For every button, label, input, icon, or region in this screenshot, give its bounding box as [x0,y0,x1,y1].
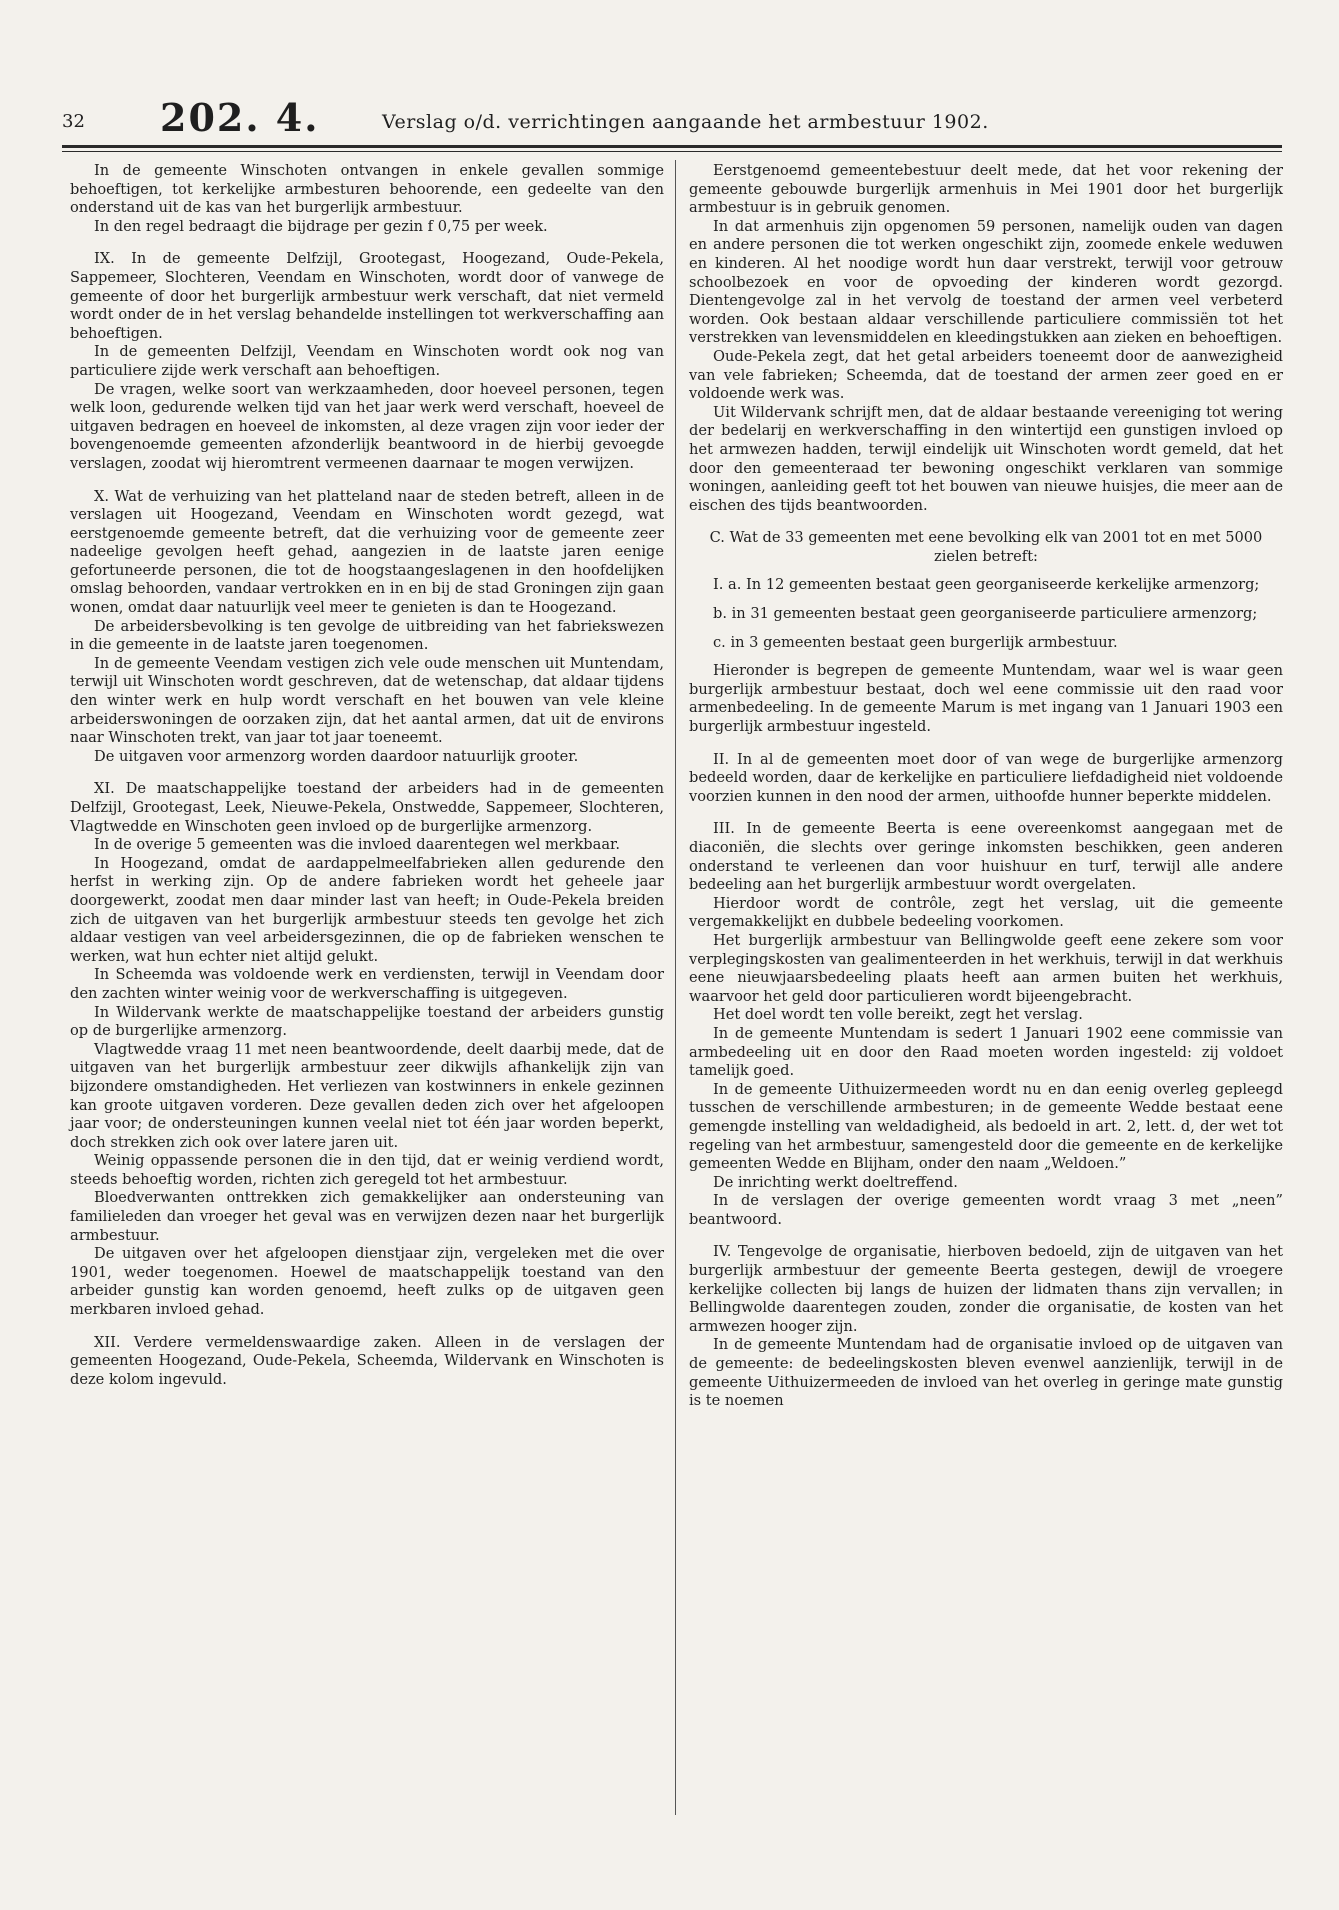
paragraph: In de gemeente Veendam vestigen zich vele oude menschen uit Muntendam, terwijl uit Winschoten wordt geschreven, dat de wetenschap, dat aldaar tijdens den winter werk en hulp wordt verschaft en het bouwen van vele kleine arbeiderswoningen de oorzaken zijn, dat het aantal armen, dat uit de environs naar Winschoten trekt, van jaar tot jaar toeneemt. [70,654,664,747]
paragraph: De uitgaven over het afgeloopen dienstjaar zijn, vergeleken met die over 1901, weder toegenomen. Hoewel de maatschappelijk toestand van den arbeider gunstig kan worden genoemd, heeft zulks op de uitgaven geen merkbaren invloed gehad. [70,1245,664,1319]
paragraph: In de verslagen der overige gemeenten wordt vraag 3 met „neen” beantwoord. [689,1192,1283,1228]
paragraph: Vlagtwedde vraag 11 met neen beantwoordende, deelt daarbij mede, dat de uitgaven van het burgerlijk armbestuur zeer dikwijls afhankelijk zijn van bijzondere omstandigheden. Het verliezen van kostwinners in enkele gezinnen kan groote uitgaven vorderen. Deze gevallen deden zich over het afgeloopen jaar voor; de ondersteuningen kunnen veelal niet tot één jaar worden beperkt, doch strekken zich ook over latere jaren uit. [70,1040,664,1151]
paragraph: Het doel wordt ten volle bereikt, zegt het verslag. [713,1006,1083,1024]
paragraph: In Wildervank werkte de maatschappelijke toestand der arbeiders gunstig op de burgerlijke armenzorg. [70,1003,664,1040]
paragraph: Eerstgenoemd gemeentebestuur deelt mede, dat het voor rekening der gemeente gebouwde burgerlijk armenhuis in Mei 1901 door het burgerlijk armbestuur is in gebruik genomen. [689,162,1283,217]
left-column [70,162,664,1389]
section-ix: IX. In de gemeente Delfzijl, Grootegast, Hoogezand, Oude-Pekela, Sappemeer, Slochteren, Veendam en Winschoten, wordt door of vanwege de gemeente of door het burgerlijk armbestuur werk verschaft, dat niet vermeld wordt onder de in het verslag behandelde instellingen tot werkverschaffing aan behoeftigen. [70,250,664,342]
paragraph: In Hoogezand, omdat de aardappelmeelfabrieken allen gedurende den herfst in werking zijn. Op de andere fabrieken wordt het geheele jaar doorgewerkt, zoodat men daar minder last van heeft; in Oude-Pekela breiden zich de uitgaven van het burgerlijk armbestuur steeds ten gevolge het zich aldaar vestigen van veel arbeidersgezinnen, die op de fabrieken wenschen te werken, wat hun echter niet altijd gelukt. [70,854,664,965]
paragraph: Oude-Pekela zegt, dat het getal arbeiders toeneemt door de aanwezigheid van vele fabrieken; Scheemda, dat de toestand der armen zeer goed en er voldoende werk was. [689,347,1283,403]
right-column [689,162,1283,1411]
paragraph: De vragen, welke soort van werkzaamheden, door hoeveel personen, tegen welk loon, gedurende welken tijd van het jaar werk werd verschaft, hoeveel de uitgaven bedragen en hoeveel de inkomsten, al deze vragen zijn voor ieder der bovengenoemde gemeenten afzonderlijk beantwoord in de hierbij gevoegde verslagen, zoodat wij hieromtrent vermeenen daarnaar te mogen verwijzen. [70,380,664,472]
section-x: X. Wat de verhuizing van het platteland naar de steden betreft, alleen in de verslagen uit Hoogezand, Veendam en Winschoten wordt gezegd, wat eerstgenoemde gemeente betreft, dat die verhuizing voor de gemeente zeer nadeelige gevolgen heeft gehad, aangezien in de laatste jaren eenige gefortuneerde personen, die tot de hoogstaangeslagenen in den hoofdelijken omslag behoorden, vandaar vertrokken en in en bij de stad Groningen zijn gaan wonen, omdat daar natuurlijk veel meer te genieten is dan te Hoogezand. [70,487,664,617]
paragraph: Uit Wildervank schrijft men, dat de aldaar bestaande vereeniging tot wering der bedelarij en werkverschaffing in den wintertijd een gunstigen invloed op het armwezen hadden, terwijl eindelijk uit Winschoten wordt gemeld, dat het door den gemeenteraad ter bewoning ongeschikt verklaren van sommige woningen, aanleiding geeft tot het bouwen van nieuwe huisjes, die meer aan de eischen des tijds beantwoorden. [689,403,1283,514]
item-i-c: c. in 3 gemeenten bestaat geen burgerlijk armbestuur. [713,633,1118,651]
paragraph: In de gemeente Muntendam is sedert 1 Januari 1902 eene commissie van armbedeeling uit en door den Raad moeten worden ingesteld: zij voldoet tamelijk goed. [689,1024,1283,1080]
section-iii: III. In de gemeente Beerta is eene overeenkomst aangegaan met de diaconiën, die slechts over geringe inkomsten beschikken, geen anderen onderstand te verleenen dan voor huishuur en turf, terwijl alle andere bedeeling aan het burgerlijk armbestuur wordt overgelaten. [689,820,1283,894]
running-title: Verslag o/d. verrichtingen aangaande het armbestuur 1902. [382,111,989,133]
paragraph: In de gemeente Muntendam had de organisatie invloed op de uitgaven van de gemeente: de bedeelingskosten bleven evenwel aanzienlijk, terwijl in de gemeente Uithuizermeeden de invloed van het overleg in geringe mate gunstig is te noemen [689,1336,1283,1410]
section-c-heading: C. Wat de 33 gemeenten met eene bevolking elk van 2001 tot en met 5000 zielen betreft: [709,529,1263,565]
paragraph: In de gemeente Winschoten ontvangen in enkele gevallen sommige behoeftigen, tot kerkelijke armbesturen behoorende, een gedeelte van den onderstand uit de kas van het burgerlijk armbestuur. [70,162,664,217]
header-rule-thin [62,151,1282,152]
paragraph: In de gemeenten Delfzijl, Veendam en Winschoten wordt ook nog van particuliere zijde werk verschaft aan behoeftigen. [70,343,664,379]
paragraph: In de overige 5 gemeenten was die invloed daarentegen wel merkbaar. [94,836,621,854]
section-ii: II. In al de gemeenten moet door of van wege de burgerlijke armenzorg bedeeld worden, daar de kerkelijke en particuliere liefdadigheid niet voldoende voorzien kunnen in den nood der armen, uithoofde hunner beperkte middelen. [689,750,1283,805]
page-number: 32 [62,111,85,132]
section-xi: XI. De maatschappelijke toestand der arbeiders had in de gemeenten Delfzijl, Grootegast, Leek, Nieuwe-Pekela, Onstwedde, Sappemeer, Slochteren, Vlagtwedde en Winschoten geen invloed op de burgerlijke armenzorg. [70,780,664,835]
paragraph: In den regel bedraagt die bijdrage per gezin f 0,75 per week. [94,217,548,235]
item-i-b: b. in 31 gemeenten bestaat geen georganiseerde particuliere armenzorg; [713,605,1258,623]
section-xii: XII. Verdere vermeldenswaardige zaken. Alleen in de verslagen der gemeenten Hoogezand, Oude-Pekela, Scheemda, Wildervank en Winschoten is deze kolom ingevuld. [70,1333,664,1388]
paragraph: Hierdoor wordt de contrôle, zegt het verslag, uit die gemeente vergemakkelijkt en dubbele bedeeling voorkomen. [689,894,1283,931]
paragraph: In Scheemda was voldoende werk en verdiensten, terwijl in Veendam door den zachten winter weinig voor de werkverschaffing is uitgegeven. [70,966,664,1002]
paragraph: Het burgerlijk armbestuur van Bellingwolde geeft eene zekere som voor verplegingskosten van gealimenteerden in het werkhuis, terwijl in dat werkhuis eene nieuwjaarsbedeeling plaats heeft aan armen buiten het werkhuis, waarvoor het geld door particulieren wordt bijeengebracht. [689,931,1283,1005]
paragraph: Bloedverwanten onttrekken zich gemakkelijker aan ondersteuning van familieleden dan vroeger het geval was en verwijzen dezen naar het burgerlijk armbestuur. [70,1189,664,1244]
paragraph: Hieronder is begrepen de gemeente Muntendam, waar wel is waar geen burgerlijk armbestuur bestaat, doch wel eene commissie uit den raad voor armenbedeeling. In de gemeente Marum is met ingang van 1 Januari 1903 een burgerlijk armbestuur ingesteld. [689,662,1283,736]
paragraph: Weinig oppassende personen die in den tijd, dat er weinig verdiend wordt, steeds behoeftig worden, richten zich geregeld tot het armbestuur. [70,1152,664,1188]
paragraph: In dat armenhuis zijn opgenomen 59 personen, namelijk ouden van dagen en andere personen die tot werken ongeschikt zijn, zoomede enkele weduwen en kinderen. Al het noodige wordt hun daar verstrekt, terwijl voor getrouw schoolbezoek en voor de opvoeding der kinderen wordt gezorgd. Dientengevolge zal in het vervolg de toestand der armen veel verbeterd worden. Ook bestaan aldaar verschillende particuliere commissiën tot het verstrekken van levensmiddelen en kleedingstukken aan zieken en behoeftigen. [689,217,1283,347]
paragraph: De uitgaven voor armenzorg worden daardoor natuurlijk grooter. [94,747,579,765]
item-i-a: I. a. In 12 gemeenten bestaat geen georganiseerde kerkelijke armenzorg; [713,576,1260,594]
document-number: 202. 4. [160,95,320,140]
column-divider [675,160,676,1815]
page-header [62,95,1282,140]
paragraph: In de gemeente Uithuizermeeden wordt nu en dan eenig overleg gepleegd tusschen de verschillende armbesturen; in de gemeente Wedde bestaat eene gemengde instelling van weldadigheid, als bedoeld in art. 2, lett. d, der wet tot regeling van het armbestuur, samengesteld door die gemeente en de kerkelijke gemeenten Wedde en Blijham, onder den naam „Weldoen.” [689,1080,1283,1173]
paragraph: De arbeidersbevolking is ten gevolge de uitbreiding van het fabriekswezen in die gemeente in de laatste jaren toegenomen. [70,617,664,654]
header-rule [62,145,1282,148]
paragraph: De inrichting werkt doeltreffend. [713,1173,958,1191]
section-iv: IV. Tengevolge de organisatie, hierboven bedoeld, zijn de uitgaven van het burgerlijk armbestuur der gemeente Beerta gestegen, dewijl de vroegere kerkelijke collecten bij langs de huizen der lidmaten thans zijn vervallen; in Bellingwolde daarentegen zouden, zonder die organisatie, de kosten van het armwezen hooger zijn. [689,1243,1283,1335]
